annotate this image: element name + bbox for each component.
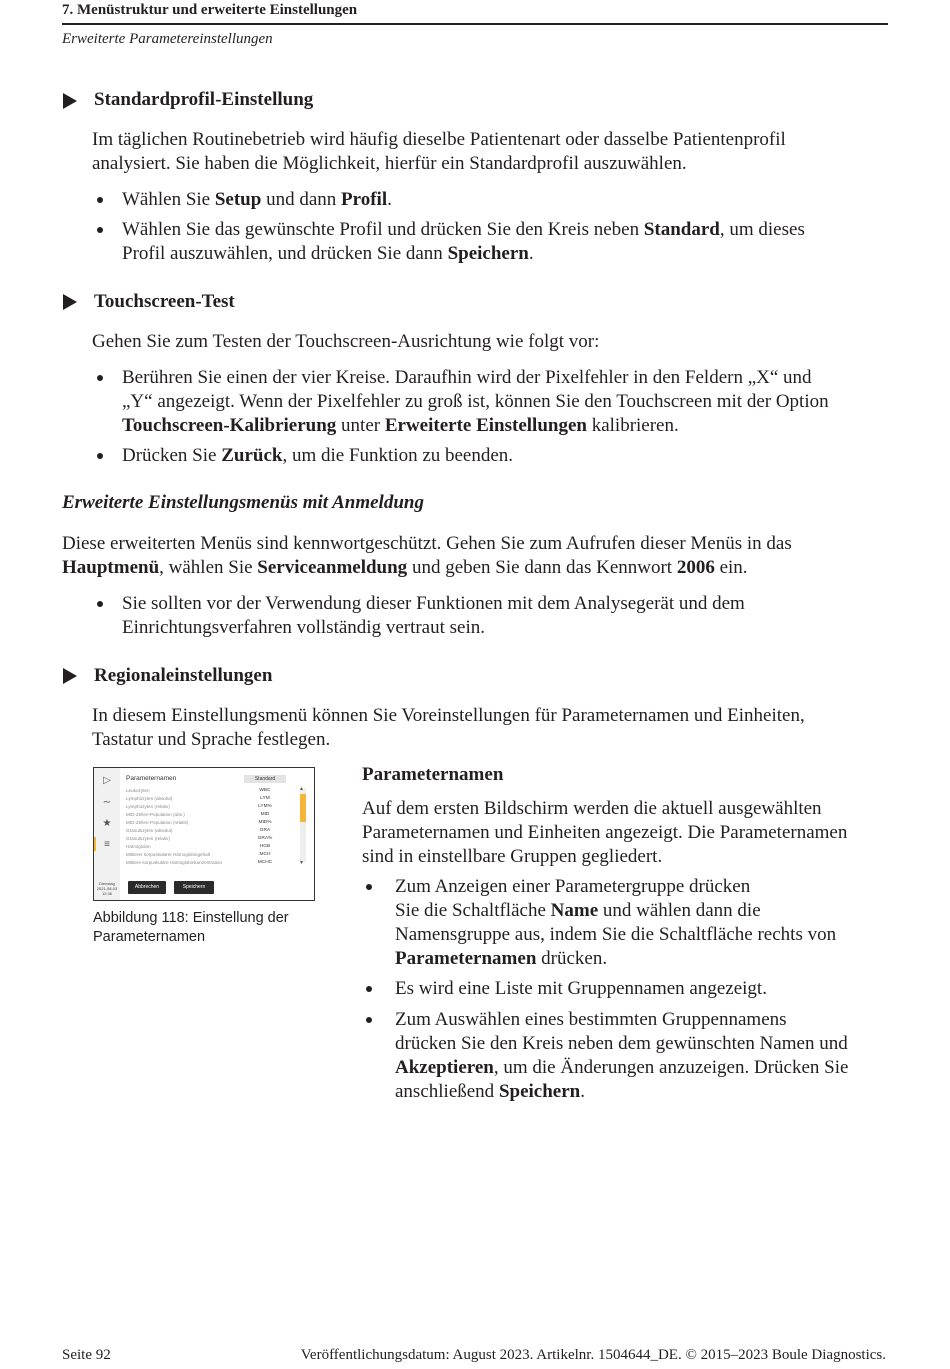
parameternamen-para-line1: Auf dem ersten Bildschirm werden die aktuell ausgewählten [362, 798, 822, 819]
screen-param-name: Lymphozyten (relativ) [126, 804, 170, 809]
standardprofil-bullet-2-line1: Wählen Sie das gewünschte Profil und drücken Sie den Kreis neben Standard, um dieses [122, 219, 805, 240]
screen-param-abbr: MCH [259, 852, 271, 857]
anmeldung-bullet-line1: Sie sollten vor der Verwendung dieser Funktionen mit dem Analysegerät und dem [122, 593, 745, 614]
screen-param-abbr: MID% [258, 820, 272, 825]
screen-param-name: Granulozyten (relativ) [126, 836, 170, 841]
anmeldung-para-line1: Diese erweiterten Menüs sind kennwortgeschützt. Gehen Sie zum Aufrufen dieser Menüs in das [62, 533, 792, 554]
section-arrow-icon [63, 668, 77, 684]
touchscreen-para: Gehen Sie zum Testen der Touchscreen-Ausrichtung wie folgt vor: [92, 331, 600, 352]
touchscreen-title: Touchscreen-Test [94, 291, 235, 312]
anmeldung-para-line2: Hauptmenü, wählen Sie Serviceanmeldung und geben Sie dann das Kennwort 2006 ein. [62, 557, 748, 578]
section-arrow-icon [63, 93, 77, 109]
parameternamen-title: Parameternamen [362, 764, 504, 785]
screen-param-abbr: HGB [259, 844, 271, 849]
touchscreen-bullet-1-line2: „Y“ angezeigt. Wenn der Pixelfehler zu groß ist, können Sie den Touchscreen mit der Option [122, 391, 829, 412]
bullet-icon [97, 197, 103, 203]
page-number: Seite 92 [62, 1347, 111, 1363]
bullet-icon [97, 375, 103, 381]
chart-icon: ∼ [102, 797, 112, 808]
bullet-icon [97, 453, 103, 459]
bullet-icon [366, 986, 372, 992]
standardprofil-bullet-1: Wählen Sie Setup und dann Profil. [122, 189, 392, 210]
touchscreen-bullet-2: Drücken Sie Zurück, um die Funktion zu beenden. [122, 445, 514, 466]
star-icon: ★ [102, 818, 112, 829]
section-subtitle: Erweiterte Parametereinstellungen [62, 31, 273, 47]
screen-param-abbr: MID [260, 812, 270, 817]
screen-param-name: Granulozyten (absolut) [126, 828, 173, 833]
screen-param-name: Lymphozyten (absolut) [126, 796, 173, 801]
parameternamen-bullet-3-line1: Zum Auswählen eines bestimmten Gruppennamens [395, 1009, 787, 1030]
screen-date: Dienstag 2021-08-03 12:36 [96, 881, 118, 896]
screen-name-select: Standard [244, 775, 286, 783]
publication-info: Veröffentlichungsdatum: August 2023. Artikelnr. 1504644_DE. © 2015–2023 Boule Diagnostics. [300, 1347, 886, 1363]
screen-param-abbr: WBC [259, 788, 271, 793]
regional-para-line1: In diesem Einstellungsmenü können Sie Voreinstellungen für Parameternamen und Einheiten, [92, 705, 805, 726]
parameternamen-bullet-2: Es wird eine Liste mit Gruppennamen angezeigt. [395, 978, 767, 999]
regional-title: Regionaleinstellungen [94, 665, 273, 686]
parameternamen-bullet-1-line3: Namensgruppe aus, indem Sie die Schaltfläche rechts von [395, 924, 837, 945]
screen-param-abbr: GRA% [257, 836, 273, 841]
screen-scrollbar-thumb [300, 794, 306, 822]
screen-param-abbr: GRA [259, 828, 271, 833]
parameternamen-bullet-1-line4: Parameternamen drücken. [395, 948, 608, 969]
anmeldung-bullet-line2: Einrichtungsverfahren vollständig vertraut sein. [122, 617, 486, 638]
standardprofil-title: Standardprofil-Einstellung [94, 89, 314, 110]
screen-param-abbr: LYM% [258, 804, 272, 809]
active-indicator [94, 837, 96, 851]
scroll-down-icon: ▼ [299, 860, 304, 866]
screen-param-name: Leukozyten [126, 788, 150, 793]
parameternamen-bullet-1-line1: Zum Anzeigen einer Parametergruppe drücken [395, 876, 751, 897]
standardprofil-bullet-2-line2: Profil auszuwählen, und drücken Sie dann Speichern. [122, 243, 534, 264]
chapter-heading: 7. Menüstruktur und erweiterte Einstellungen [62, 2, 358, 18]
screen-param-name: Hämoglobin [126, 844, 151, 849]
parameternamen-bullet-1-line2: Sie die Schaltfläche Name und wählen dann die [395, 900, 761, 921]
screen-save-button: Speichern [174, 881, 214, 894]
screen-param-name: Mittlerer korpuskulärer Hämoglobingehalt [126, 852, 211, 857]
section-arrow-icon [63, 294, 77, 310]
anmeldung-title: Erweiterte Einstellungsmenüs mit Anmeldung [62, 492, 424, 513]
parameternamen-bullet-3-line3: Akzeptieren, um die Änderungen anzuzeigen. Drücken Sie [395, 1057, 849, 1078]
figure-caption: Abbildung 118: Einstellung der Parameternamen [93, 910, 289, 945]
bullet-icon [97, 601, 103, 607]
bullet-icon [366, 884, 372, 890]
scroll-up-icon: ▲ [299, 786, 304, 792]
standardprofil-para-line2: analysiert. Sie haben die Möglichkeit, hierfür ein Standardprofil auszuwählen. [92, 153, 687, 174]
bullet-icon [366, 1017, 372, 1023]
screen-param-name: Mittlere korpuskuläre Hämoglobinkonzentration [126, 860, 223, 865]
screen-cancel-button: Abbrechen [128, 881, 166, 894]
screen-param-abbr: MCHC [257, 860, 273, 865]
menu-icon: ≡ [104, 839, 110, 850]
bullet-icon [97, 227, 103, 233]
parameternamen-screenshot [93, 767, 315, 901]
parameternamen-para-line2: Parameternamen und Einheiten angezeigt. Die Parameternamen [362, 822, 848, 843]
screen-title: Parameternamen [126, 775, 177, 782]
play-icon: ▷ [103, 775, 111, 786]
touchscreen-bullet-1-line1: Berühren Sie einen der vier Kreise. Daraufhin wird der Pixelfehler in den Feldern „X“ und [122, 367, 812, 388]
screen-param-name: MID-Zellen-Population (abs.) [126, 812, 185, 817]
parameternamen-bullet-3-line4: anschließend Speichern. [395, 1081, 585, 1102]
header-rule [62, 23, 888, 25]
parameternamen-bullet-3-line2: drücken Sie den Kreis neben dem gewünschten Namen und [395, 1033, 848, 1054]
parameternamen-para-line3: sind in einstellbare Gruppen gegliedert. [362, 846, 663, 867]
regional-para-line2: Tastatur und Sprache festlegen. [92, 729, 331, 750]
standardprofil-para-line1: Im täglichen Routinebetrieb wird häufig dieselbe Patientenart oder dasselbe Patientenprofil [92, 129, 786, 150]
screen-param-name: MID-Zellen-Population (relativ) [126, 820, 189, 825]
touchscreen-bullet-1-line3: Touchscreen-Kalibrierung unter Erweiterte Einstellungen kalibrieren. [122, 415, 679, 436]
screen-param-abbr: LYM [260, 796, 270, 801]
